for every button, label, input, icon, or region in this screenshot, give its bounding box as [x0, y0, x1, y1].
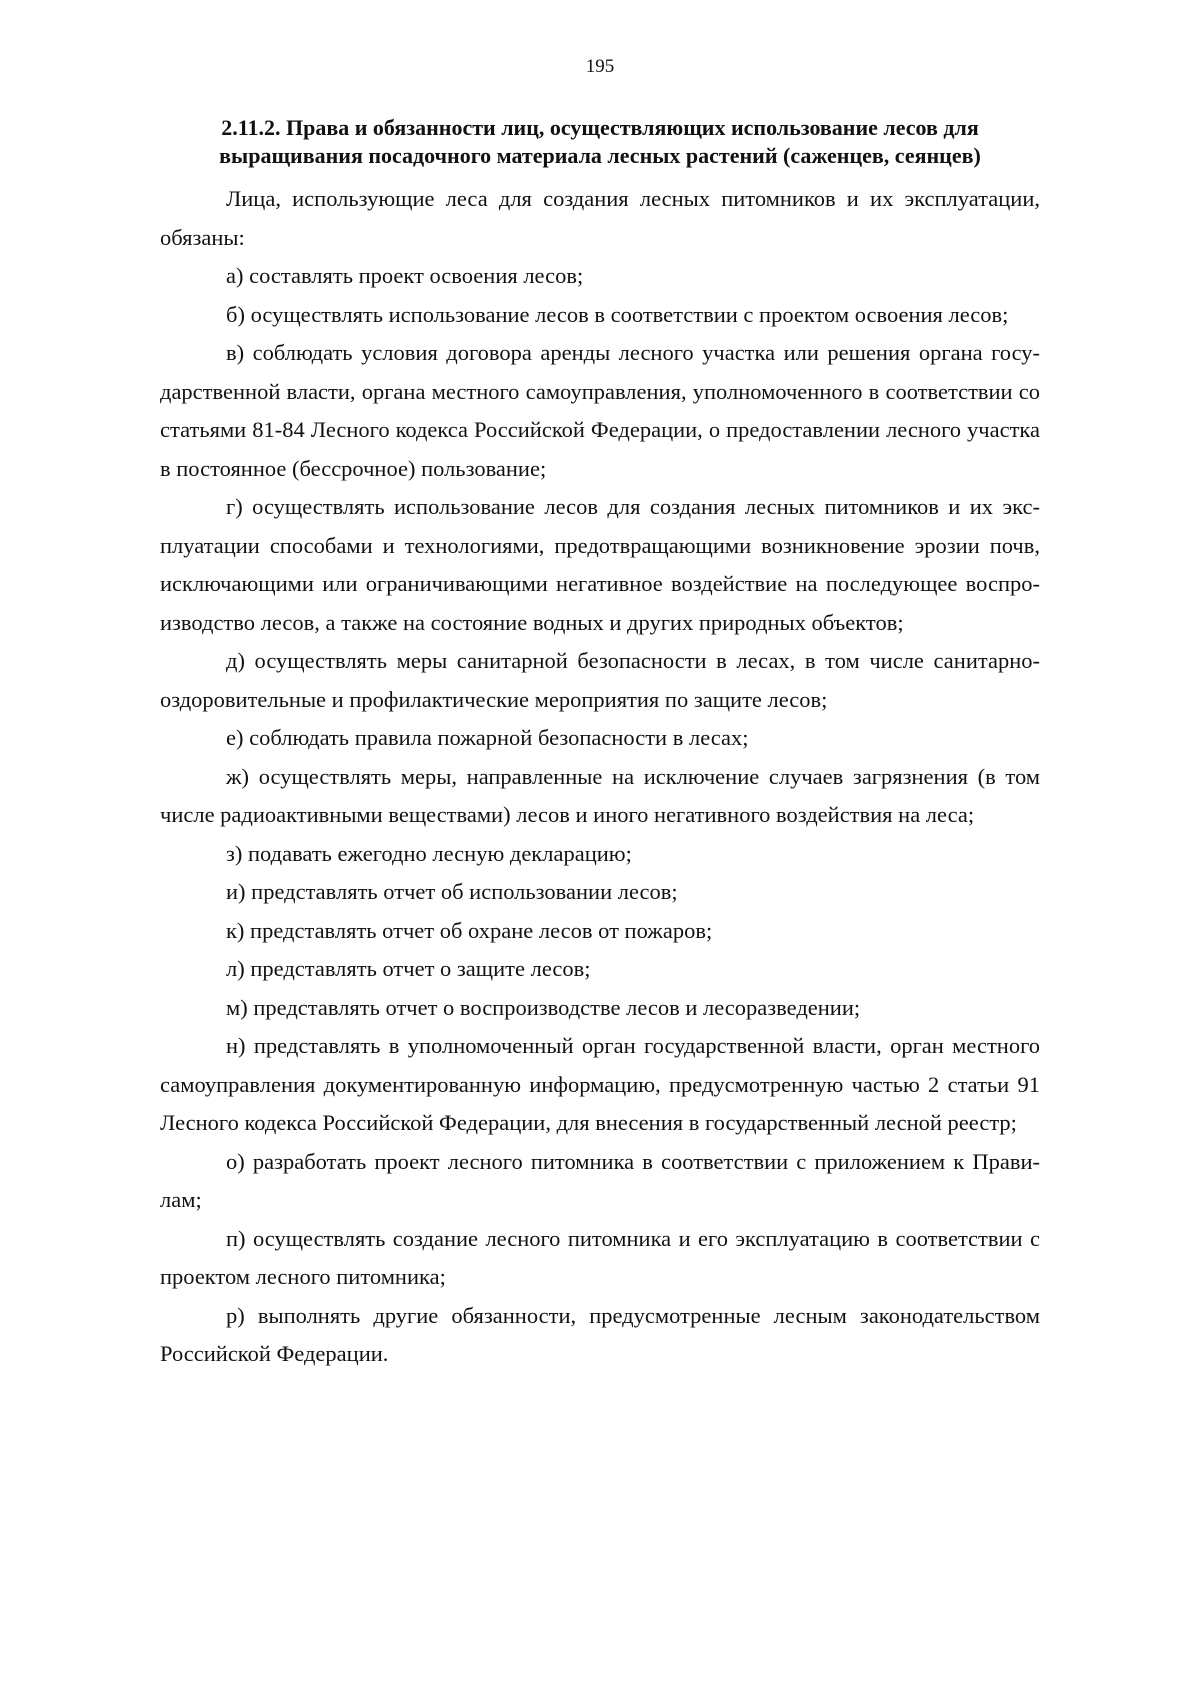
list-item-l: л) представлять отчет о защите лесов;: [226, 956, 591, 981]
list-item-e: е) соблюдать правила пожарной безопасности в лесах;: [226, 725, 749, 750]
section-heading-line-2: выращивания посадочного материала лесных растений (саженцев, сеянцев): [219, 143, 981, 168]
section-heading-line-1: 2.11.2. Права и обязанности лиц, осуществляющих использование лесов для: [221, 115, 979, 140]
list-item-m: м) представлять отчет о воспроизводстве лесов и лесоразведении;: [226, 994, 861, 1020]
list-item-g: г) осуществлять использование лесов для создания лесных питомников и их экс-плуатации способами и технологиями, предотвращающими возникновение эрозии почв, исключающими или ограничивающими негативное воздействие на последующее воспро-изводство лесов, а также на состояние водных и других природных объектов;: [160, 494, 1040, 635]
list-item-z: з) подавать ежегодно лесную декларацию;: [226, 840, 632, 866]
page-number: 195: [585, 56, 615, 77]
list-item-a: а) составлять проект освоения лесов;: [226, 263, 584, 288]
list-item-v: в) соблюдать условия договора аренды лесного участка или решения органа госу-дарственной власти, органа местного самоуправления, уполномоченного в соответствии со статьями 81-84 Лесного кодекса Российской Федерации, о предоставлении лесного участка в постоянное (бессрочное) пользование;: [160, 340, 1040, 481]
intro-paragraph: Лица, использующие леса для создания лесных питомников и их эксплуатации, обязаны:: [160, 186, 1040, 250]
list-item-n: н) представлять в уполномоченный орган государственной власти, орган местного самоуправления документированную информацию, предусмотренную частью 2 статьи 91 Лесного кодекса Российской Федерации, для внесения в государственный лесной реестр;: [160, 1033, 1040, 1135]
list-item-r: р) выполнять другие обязанности, предусмотренные лесным законодательством Российской Федерации.: [160, 1302, 1040, 1366]
list-item-d: д) осуществлять меры санитарной безопасности в лесах, в том числе санитарно-оздоровительные и профилактические мероприятия по защите лесов;: [160, 648, 1040, 712]
body-text: [160, 180, 1040, 1374]
list-item-p: п) осуществлять создание лесного питомника и его эксплуатацию в соответствии с проектом лесного питомника;: [160, 1225, 1040, 1289]
list-item-k: к) представлять отчет об охране лесов от пожаров;: [226, 917, 713, 943]
list-item-o: о) разработать проект лесного питомника в соответствии с приложением к Прави-лам;: [160, 1148, 1040, 1212]
list-item-zh: ж) осуществлять меры, направленные на исключение случаев загрязнения (в том числе радиоактивными веществами) лесов и иного негативного воздействия на леса;: [160, 763, 1040, 827]
list-item-b: б) осуществлять использование лесов в соответствии с проектом освоения лесов;: [226, 301, 1009, 327]
list-item-i: и) представлять отчет об использовании лесов;: [226, 879, 678, 904]
section-heading: [160, 114, 1040, 170]
